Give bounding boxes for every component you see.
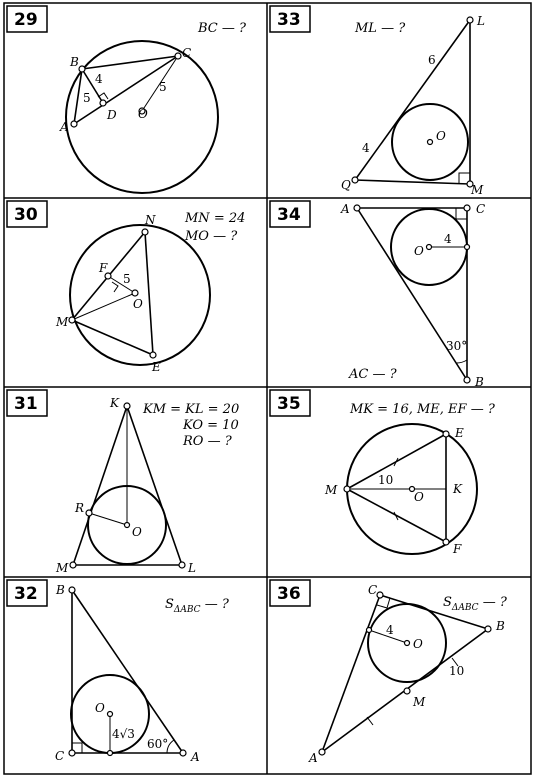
label-a: A <box>309 751 318 765</box>
given-text-2: KO = 10 <box>183 418 239 433</box>
label-e: E <box>455 426 464 440</box>
label-f: F <box>99 261 108 275</box>
problem-31 <box>7 390 239 575</box>
label-c: C <box>55 749 65 763</box>
label-k: K <box>453 482 462 496</box>
value-angle: 60° <box>147 737 169 751</box>
problem-number: 35 <box>277 394 301 414</box>
label-c: C <box>182 46 192 60</box>
problem-number: 34 <box>277 205 301 225</box>
question-text: $S_{\Delta ABC}$ — ? <box>165 597 229 615</box>
label-c: C <box>476 202 486 216</box>
given-text-1: KM = KL = 20 <box>143 402 240 417</box>
label-b: B <box>475 375 484 389</box>
label-o: O <box>138 107 148 121</box>
problem-36 <box>270 580 508 765</box>
label-l: L <box>477 14 485 28</box>
label-o: O <box>133 297 143 311</box>
problem-33 <box>270 6 485 197</box>
label-b: B <box>56 583 65 597</box>
label-q: Q <box>341 178 351 192</box>
label-a: A <box>191 750 200 764</box>
label-r: R <box>75 501 85 515</box>
value-upper: 6 <box>428 53 436 67</box>
label-a: A <box>60 120 69 134</box>
value-radius: 4 <box>444 232 452 246</box>
label-o: O <box>132 525 142 539</box>
label-b: B <box>70 55 79 69</box>
label-d: D <box>107 108 117 122</box>
problem-number: 36 <box>277 584 301 604</box>
label-o: O <box>95 701 105 715</box>
problem-number: 31 <box>14 394 38 414</box>
label-o: O <box>414 490 424 504</box>
question-text: ML — ? <box>355 21 406 36</box>
label-m: M <box>325 483 338 497</box>
label-m: M <box>471 183 484 197</box>
label-l: L <box>188 561 196 575</box>
value-fo: 5 <box>123 272 131 286</box>
label-m: M <box>413 695 426 709</box>
value-radius: 4√3 <box>112 727 135 741</box>
label-b: B <box>496 619 505 633</box>
question-text: $S_{\Delta ABC}$ — ? <box>443 595 507 613</box>
question-text: RO — ? <box>183 434 232 449</box>
value-oc: 5 <box>159 80 167 94</box>
value-angle: 30° <box>446 339 468 353</box>
problem-number: 30 <box>14 205 38 225</box>
label-o: O <box>414 244 424 258</box>
value-mo: 10 <box>378 473 394 487</box>
problem-number: 33 <box>277 10 301 30</box>
problem-34 <box>270 201 485 389</box>
problem-number: 32 <box>14 584 38 604</box>
question-text: AC — ? <box>349 367 397 382</box>
value-radius: 4 <box>386 623 394 637</box>
label-f: F <box>453 542 462 556</box>
problem-35 <box>270 390 496 556</box>
problem-29 <box>7 6 247 193</box>
label-n: N <box>145 213 156 227</box>
value-bd: 4 <box>95 72 103 86</box>
problem-number: 29 <box>14 10 38 30</box>
problem-30 <box>7 201 245 374</box>
circle <box>70 225 210 365</box>
question-text: BC — ? <box>198 21 246 36</box>
problem-32 <box>7 580 230 764</box>
question-text: MK = 16, ME, EF — ? <box>350 402 495 417</box>
label-e: E <box>152 360 161 374</box>
label-c: C <box>368 583 378 597</box>
value-lower: 4 <box>362 141 370 155</box>
label-o: O <box>436 129 446 143</box>
label-m: M <box>56 561 69 575</box>
given-text: MN = 24 <box>185 211 246 226</box>
label-k: K <box>110 396 119 410</box>
value-ad: 5 <box>83 91 91 105</box>
question-text: MO — ? <box>185 229 238 244</box>
label-o: O <box>413 637 423 651</box>
label-m: M <box>56 315 69 329</box>
label-a: A <box>341 202 350 216</box>
value-segment: 10 <box>449 664 465 678</box>
